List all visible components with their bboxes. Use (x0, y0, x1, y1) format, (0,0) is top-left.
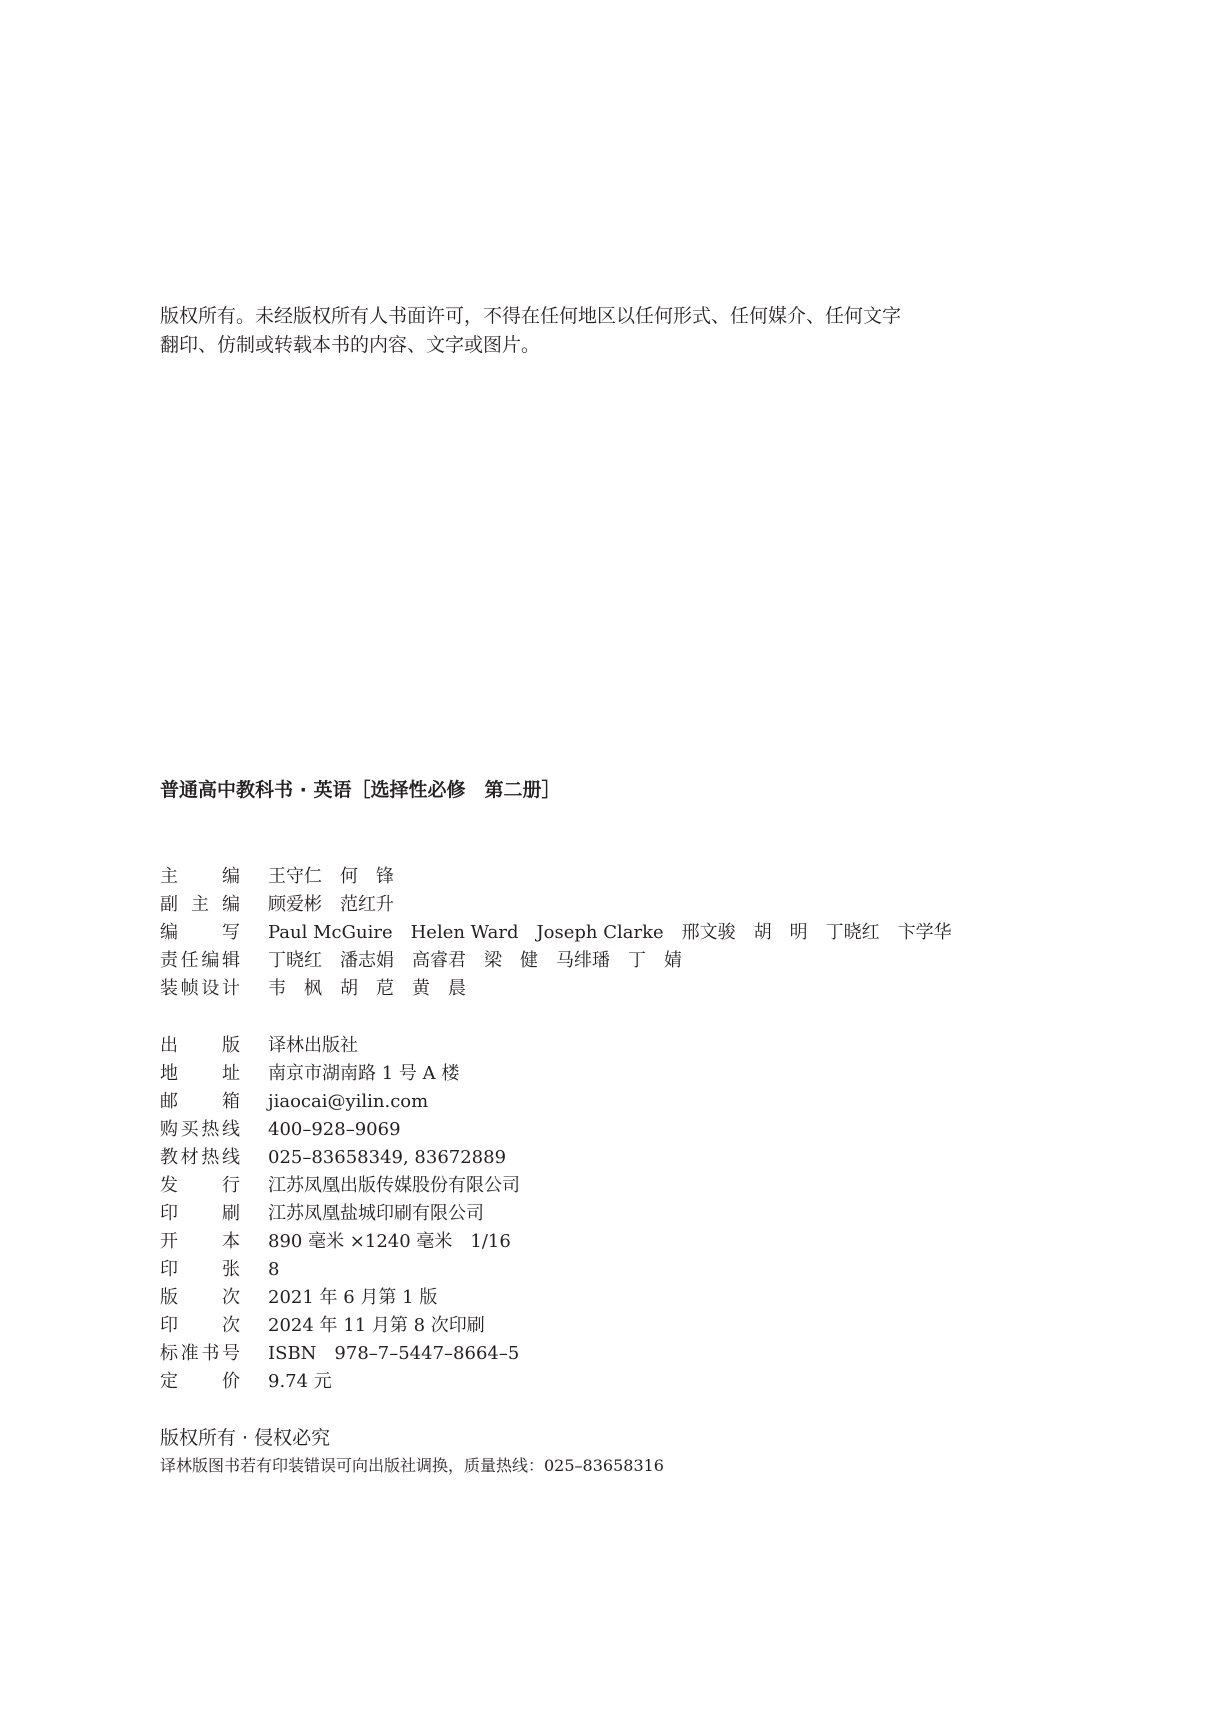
label-char: 书 (201, 1343, 220, 1364)
credit-row-value: 顾爱彬 范红升 (268, 894, 394, 915)
publication-row (160, 1172, 520, 1200)
label-char: 开 (160, 1231, 178, 1252)
publication-row-value: 江苏凤凰盐城印刷有限公司 (268, 1203, 484, 1224)
label-char: 印 (160, 1203, 178, 1224)
label-char: 张 (222, 1259, 240, 1280)
label-char: 行 (222, 1175, 240, 1196)
label-char: 编 (201, 950, 220, 971)
copyright-notice-line: 翻印、仿制或转载本书的内容、文字或图片。 (160, 334, 541, 356)
credit-row (160, 863, 952, 891)
label-char: 定 (160, 1371, 178, 1392)
publication-row-label (160, 1116, 240, 1144)
publication-row-value: jiaocai@yilin.com (268, 1091, 429, 1112)
publication-row (160, 1256, 520, 1284)
label-char: 版 (222, 1035, 240, 1056)
publication-row-value: 9.74 元 (268, 1371, 332, 1392)
label-char: 热 (201, 1119, 220, 1140)
rights-notice: 译林版图书若有印装错误可向出版社调换，质量热线：025–83658316 (160, 1456, 664, 1475)
label-char: 编 (222, 866, 240, 887)
label-char: 刷 (222, 1203, 240, 1224)
label-char: 次 (222, 1315, 240, 1336)
publication-row-label (160, 1200, 240, 1228)
label-char: 任 (180, 950, 199, 971)
publication-row-label (160, 1312, 240, 1340)
publication-row-label (160, 1284, 240, 1312)
publication-row (160, 1088, 520, 1116)
credit-row (160, 947, 952, 975)
label-char: 责 (160, 950, 178, 971)
label-char: 本 (222, 1231, 240, 1252)
publication-row (160, 1032, 520, 1060)
publication-row-label (160, 1172, 240, 1200)
publication-row-label (160, 1256, 240, 1284)
rights-section (160, 1423, 664, 1479)
credit-row-label (160, 975, 240, 1003)
publication-row-value: 2024 年 11 月第 8 次印刷 (268, 1315, 485, 1336)
publication-row-value: 890 毫米 ×1240 毫米 1/16 (268, 1231, 511, 1252)
label-char: 准 (180, 1343, 199, 1364)
label-char: 价 (222, 1371, 240, 1392)
credit-row-value: Paul McGuire Helen Ward Joseph Clarke 邢文骏 胡 明 丁晓红 卞学华 (268, 922, 952, 943)
label-char: 设 (201, 978, 220, 999)
credits-list (160, 863, 952, 1003)
credit-row-value: 丁晓红 潘志娟 高睿君 梁 健 马绯璠 丁 婧 (268, 950, 682, 971)
label-char: 编 (160, 922, 178, 943)
credit-row (160, 975, 952, 1003)
credit-row-value: 韦 枫 胡 苨 黄 晨 (268, 978, 466, 999)
publication-row-label (160, 1228, 240, 1256)
label-char: 印 (160, 1259, 178, 1280)
publication-row (160, 1340, 520, 1368)
label-char: 写 (222, 922, 240, 943)
credit-row-value: 王守仁 何 锋 (268, 866, 394, 887)
label-char: 主 (160, 866, 178, 887)
label-char: 装 (160, 978, 178, 999)
publication-row-value: 译林出版社 (268, 1035, 358, 1056)
label-char: 出 (160, 1035, 178, 1056)
label-char: 教 (160, 1147, 178, 1168)
label-char: 邮 (160, 1091, 178, 1112)
label-char: 帧 (180, 978, 199, 999)
label-char: 印 (160, 1315, 178, 1336)
credit-row (160, 891, 952, 919)
credit-row-label (160, 863, 240, 891)
label-char: 地 (160, 1063, 178, 1084)
label-char: 主 (191, 894, 209, 915)
publication-row (160, 1060, 520, 1088)
publication-row-label (160, 1144, 240, 1172)
rights-title: 版权所有 · 侵权必究 (160, 1427, 331, 1449)
publication-row-value: ISBN 978–7–5447–8664–5 (268, 1343, 520, 1364)
publication-row-label (160, 1340, 240, 1368)
book-title: 普通高中教科书 · 英语［选择性必修 第二册］ (160, 779, 561, 801)
label-char: 版 (160, 1287, 178, 1308)
credit-row-label (160, 947, 240, 975)
publication-row-value: 南京市湖南路 1 号 A 楼 (268, 1063, 460, 1084)
label-char: 购 (160, 1119, 178, 1140)
publication-row-value: 025–83658349, 83672889 (268, 1147, 507, 1168)
label-char: 买 (180, 1119, 199, 1140)
label-char: 计 (221, 978, 240, 999)
publication-row (160, 1144, 520, 1172)
publication-row (160, 1200, 520, 1228)
publication-row-value: 8 (268, 1259, 280, 1280)
credit-row-label (160, 919, 240, 947)
publication-row (160, 1116, 520, 1144)
publication-row-value: 江苏凤凰出版传媒股份有限公司 (268, 1175, 520, 1196)
label-char: 号 (221, 1343, 240, 1364)
label-char: 箱 (222, 1091, 240, 1112)
publication-info-list (160, 1032, 520, 1396)
publication-row (160, 1228, 520, 1256)
publication-row-label (160, 1088, 240, 1116)
publication-row (160, 1368, 520, 1396)
publication-row-label (160, 1060, 240, 1088)
label-char: 编 (222, 894, 240, 915)
label-char: 热 (201, 1147, 220, 1168)
label-char: 线 (221, 1119, 240, 1140)
publication-row-value: 400–928–9069 (268, 1119, 401, 1140)
label-char: 辑 (221, 950, 240, 971)
publication-row-label (160, 1032, 240, 1060)
label-char: 线 (221, 1147, 240, 1168)
credit-row-label (160, 891, 240, 919)
credit-row (160, 919, 952, 947)
label-char: 标 (160, 1343, 178, 1364)
label-char: 发 (160, 1175, 178, 1196)
publication-row (160, 1312, 520, 1340)
label-char: 副 (160, 894, 178, 915)
publication-row (160, 1284, 520, 1312)
copyright-notice (160, 302, 960, 360)
label-char: 址 (222, 1063, 240, 1084)
copyright-notice-line: 版权所有。未经版权所有人书面许可，不得在任何地区以任何形式、任何媒介、任何文字 (160, 305, 902, 327)
publication-row-value: 2021 年 6 月第 1 版 (268, 1287, 438, 1308)
publication-row-label (160, 1368, 240, 1396)
label-char: 次 (222, 1287, 240, 1308)
label-char: 材 (180, 1147, 199, 1168)
